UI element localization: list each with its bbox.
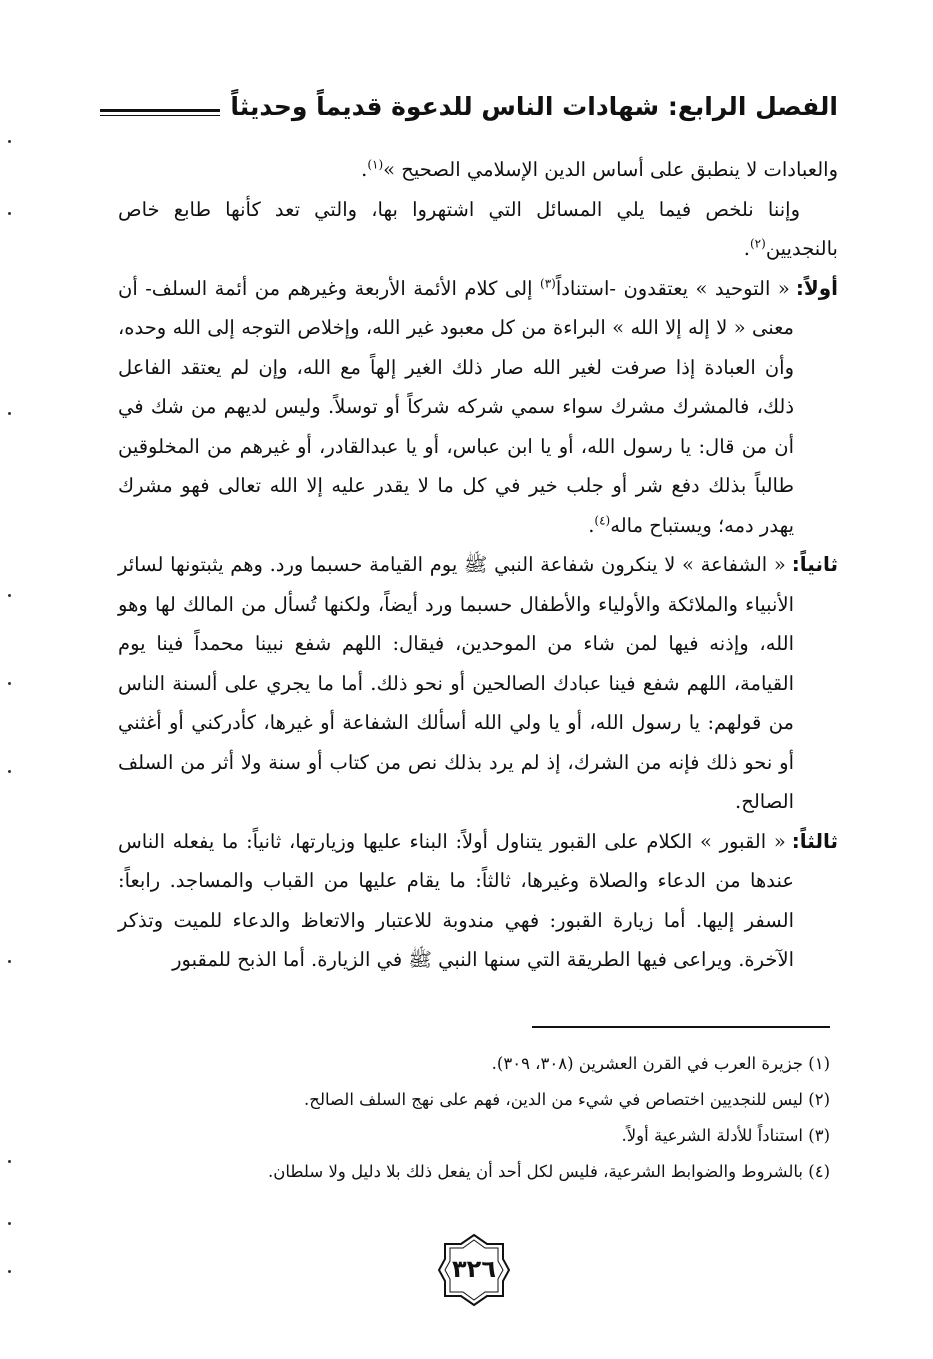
scan-mark — [8, 1270, 11, 1273]
section-first-text-b: إلى كلام الأئمة الأربعة وغيرهم من أئمة السلف- أن معنى « لا إله إلا الله » البراءة من كل معبود غير الله، وإخلاص التوجه إلى الله وحده، وأن العبادة إذا صرفت لغير الله صار ذلك الغير إلهاً مع الله، وإن لم يعتقد الفاعل ذلك، فالمشرك مشرك سواء سمي شركه شركاً أو توسلاً. وليس لديهم من شك في أن من قال: يا رسول الله، أو يا ابن عباس، أو يا عبدالقادر، أو غيرهم من المخلوقين طالباً بذلك دفع شر أو جلب خير في كل ما لا يقدر عليه إلا الله تعالى فهو مشرك يهدر دمه؛ ويستباح ماله — [118, 276, 794, 537]
paragraph-2-text: وإننا نلخص فيما يلي المسائل التي اشتهروا بها، والتي تعد كأنها طابع خاص بالنجديين — [118, 197, 838, 260]
page-number: ٣٢٦ — [452, 1255, 496, 1283]
paragraph-1-end: . — [361, 158, 368, 181]
header-rule — [100, 109, 220, 116]
scan-mark — [8, 682, 11, 685]
scan-mark — [8, 770, 11, 773]
running-header — [100, 78, 838, 122]
section-third — [118, 822, 838, 980]
main-text — [118, 150, 838, 980]
paragraph-2-end: . — [743, 237, 750, 260]
paragraph-2 — [118, 190, 838, 269]
chapter-title: الفصل الرابع: شهادات الناس للدعوة قديماً وحديثاً — [230, 92, 838, 121]
footnote-1: (١) جزيرة العرب في القرن العشرين (٣٠٨، ٣٠٩). — [491, 1054, 830, 1073]
scan-mark — [8, 412, 11, 415]
footnote-separator — [532, 1026, 830, 1028]
section-first — [118, 269, 838, 546]
footnotes — [200, 1046, 830, 1190]
footnote-4: (٤) بالشروط والضوابط الشرعية، فليس لكل أحد أن يفعل ذلك بلا دليل ولا سلطان. — [267, 1162, 830, 1181]
paragraph-1-text: والعبادات لا ينطبق على أساس الدين الإسلامي الصحيح » — [383, 158, 838, 181]
footnote-ref-1[interactable]: (١) — [367, 157, 384, 172]
footnote-ref-2[interactable]: (٢) — [749, 236, 766, 251]
section-first-label: أولاً: — [795, 275, 839, 300]
footnote-3: (٣) استناداً للأدلة الشرعية أولاً. — [621, 1126, 830, 1145]
section-second-text: « الشفاعة » لا ينكرون شفاعة النبي ﷺ يوم القيامة حسبما ورد. وهم يثبتونها لسائر الأنبياء والملائكة والأولياء والأطفال حسبما ورد أيضاً، ولكنها تُسأل من المالك لها وهو الله، وإذنه فيها لمن شاء من الموحدين، فيقال: اللهم شفع نبينا محمداً فينا يوم القيامة، اللهم شفع فينا عبادك الصالحين أو نحو ذلك. أما ما يجري على ألسنة الناس من قولهم: يا رسول الله، أو يا ولي الله أسألك الشفاعة أو غيرها، كأدركني أو أغثني أو نحو ذلك فإنه من الشرك، إذ لم يرد بذلك نص من كتاب أو سنة ولا أثر من السلف الصالح. — [118, 553, 794, 813]
footnote-2: (٢) ليس للنجديين اختصاص في شيء من الدين، فهم على نهج السلف الصالح. — [304, 1090, 830, 1109]
footnote-ref-4[interactable]: (٤) — [594, 513, 611, 527]
scan-mark — [8, 594, 11, 597]
scan-mark — [8, 960, 11, 963]
section-first-text-a: « التوحيد » يعتقدون -استناداً — [555, 276, 790, 300]
section-third-text: « القبور » الكلام على القبور يتناول أولاً: البناء عليها وزيارتها، ثانياً: ما يفعله الناس عندها من الدعاء والصلاة وغيرها، ثالثاً: ما يقام عليها من القباب والمساجد. رابعاً: السفر إليها. أما زيارة القبور: فهي مندوبة للاعتبار والاتعاظ والدعاء للميت وتذكر الآخرة. ويراعى فيها الطريقة التي سنها النبي ﷺ في الزيارة. أما الذبح للمقبور — [118, 829, 794, 971]
footnote-ref-3[interactable]: (٣) — [540, 276, 556, 290]
section-first-end: . — [588, 513, 595, 537]
scan-mark — [8, 1160, 11, 1163]
section-second — [118, 545, 838, 822]
scan-mark — [8, 1222, 11, 1225]
paragraph-1 — [118, 150, 838, 190]
section-second-label: ثانياً: — [791, 552, 838, 576]
scan-mark — [8, 212, 11, 215]
scan-mark — [8, 140, 11, 143]
section-third-label: ثالثاً: — [791, 828, 838, 853]
